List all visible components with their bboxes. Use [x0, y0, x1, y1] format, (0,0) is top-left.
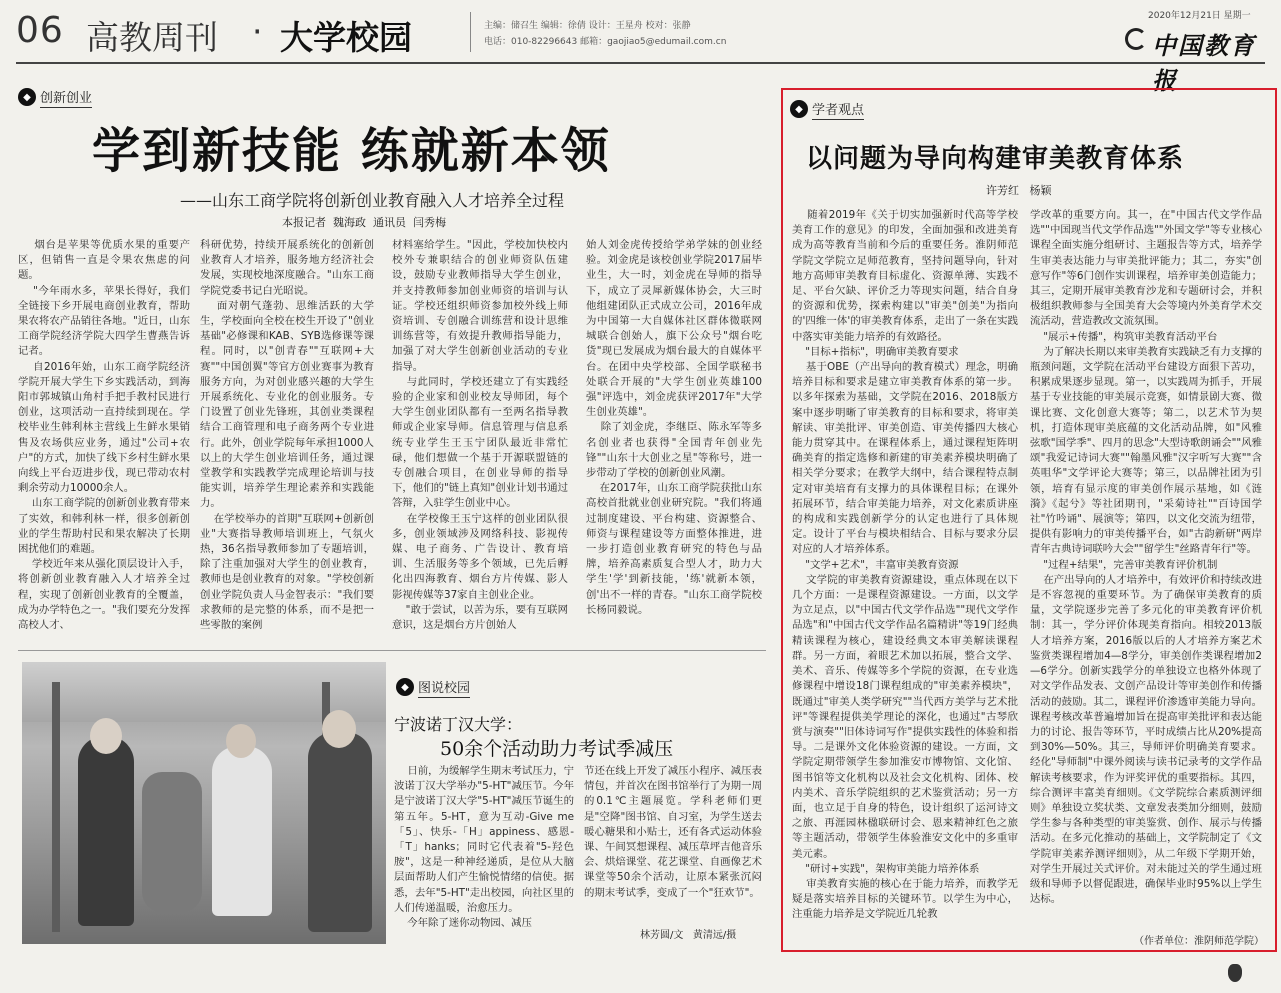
apple-logo-icon: ◆ [396, 678, 414, 696]
section-dot: · [252, 12, 263, 51]
contact-line: 电话：010-82296643 邮箱：gaojiao5@edumail.com.cn [484, 37, 727, 47]
section-tag-label: 学者观点 [812, 99, 864, 120]
section-name: 高教周刊 [86, 18, 218, 57]
section-tag-label: 创新创业 [40, 87, 92, 108]
commentary-byline: 许芳红 杨颖 [986, 184, 1052, 197]
student-figure-right [308, 732, 372, 932]
photo-violin [22, 662, 386, 944]
article-column-2: 科研优势，持续开展系统化的创新创业教育人才培养，服务地方经济社会发展，实现校地深度融合。"山东工商学院党委书记白光昭说。 面对朝气蓬勃、思维活跃的大学生，学校面向全校在校生开设了"创业基础"必修课和KAB、SYB选修课等课程。同时，以"创青春""互联网+大赛""中国创翼"等官方创业赛事为教育服务方向，为对创业感兴趣的大学生开展系统化、专业化的创业服务。专门设置了创业先锋班，其创业类课程结合工商管理和电子商务两个专业进行。此外，创业学院每年承担1000人以上的大学生创业培训任务，通过课堂教学和实践教学完成理论培训与技能实训，培养学生理论素养和实践能力。 在学校举办的首期"互联网+创新创业"大赛指导教师培训班上，气氛火热，36名指导教师参加了专题培训，除了注重加强对大学生的创业教育，教师也是创业教育的对象。"学校创新创业学院负责人马金智表示："我们要求教师的是完整的体系，而不是把一些零散的案例 [200, 239, 374, 632]
photo-story-headline-1: 宁波诺丁汉大学： [394, 715, 523, 734]
footer-logo-icon [1228, 964, 1242, 982]
masthead-rule [16, 62, 1265, 64]
issue-date: 2020年12月21日 星期一 [1148, 11, 1251, 21]
article-column-1: 烟台是苹果等优质水果的重要产区，但销售一直是令果农焦虑的问题。 "今年雨水多，苹果长得好，我们全链接下乡开展电商创业教育，帮助果农将农产品销往各地。"近日，山东工商学院经济学院大四学生曹燕告诉记者。 自2016年始，山东工商学院经济学院开展大学生下乡实践活动，到海阳市郭城镇山角村手把手教村民进行创业，这项活动一直持续到现在。学校毕业生韩利林主营线上生鲜水果销售及农场供应业务，通过"公司+农户"的方式，加快了线下乡村生鲜水果向线上平台迈进步伐，现已带动农村剩余劳动力10000余人。 山东工商学院的创新创业教育带来了实效，和韩利林一样，很多创新创业的学生帮助村民和果农解决了长期困扰他们的难题。 学校近年来从强化顶层设计入手，将创新创业教育融入人才培养全过程，实现了创新创业教育的全覆盖，成为办学特色之一。"我们要充分发挥高校人才、 [18, 239, 190, 632]
article-byline: 本报记者 魏海政 通讯员 闫秀梅 [282, 216, 446, 229]
apple-logo-icon: ◆ [790, 100, 808, 118]
author-affiliation: （作者单位：淮阴师范学院） [1134, 936, 1264, 947]
photo-story-column-2: 节还在线上开发了减压小程序、减压表情包，并首次在图书馆举行了为期一周的0.1℃主题展览。学科老师们更是"空降"图书馆、自习室，为学生送去暖心糖果和小贴士，还有各式运动体验课、午间冥想课程、减压草坪吉他音乐会、烘焙课堂、花艺课堂、自画像艺术课堂等50余个活动，让原本紧张沉闷的期末考试季，变成了一个"狂欢节"。 [584, 765, 762, 899]
article-column-4: 始人刘金虎传授给学弟学妹的创业经验。刘金虎是该校创业学院2017届毕业生，大一时，刘金虎在导师的指导下，成立了灵犀新媒体协会，大三时他组建团队正式成立公司，2016年成为中国第一大自媒体社区群体微联网城联合创始人，旗下公众号"烟台吃货"现已发展成为烟台最大的自媒体平台。在团中央学校部、全国学联秘书处联合开展的"大学生创业英雄100强"评选中，刘金虎获评2017年"大学生创业英雄"。 除了刘金虎，李继臣、陈永军等多名创业者也获得"全国青年创业先锋""山东十大创业之星"等称号，进一步带动了学校的创新创业风潮。 在2017年，山东工商学院获批山东高校首批就业创业研究院。"我们将通过制度建设、平台构建、资源整合、师资与课程建设等方面整体推进，进一步打造创业教育研究的特色与品牌，培养高素质复合型人才，助力大学生'学'到新技能，'练'就新本领，创'出不一样的青春。"山东工商学院校长杨同毅说。 [586, 239, 762, 616]
commentary-headline: 以问题为导向构建审美教育体系 [806, 144, 1185, 174]
section-tag-photo [396, 676, 470, 698]
masthead-divider [470, 12, 471, 52]
article-subheadline: ——山东工商学院将创新创业教育融入人才培养全过程 [180, 191, 565, 210]
photo-story-credit: 林芳圆/文 黄清远/摄 [640, 930, 737, 941]
editors-line: 主编：储召生 编辑：徐倩 设计：王星舟 校对：张静 [484, 21, 691, 31]
section-tag-label: 图说校园 [418, 677, 470, 698]
article-column-3: 材料塞给学生。"因此，学校加快校内校外专兼职结合的创业师资队伍建设，鼓励专业教师指导大学生创业，并支持教师参加创业师资的培训与认证。学校还组织师资参加校外线上师资培训、专创融合训练营和设计思维训练营等，有效提升教师指导能力，加强了对大学生创新创业活动的专业指导。 与此同时，学校还建立了有实践经验的企业家和创业校友导师团，每个大学生创业团队都有一至两名指导教师或企业家导师。信息管理与信息系统专业学生王玉宁团队最近非常忙碌，他们想做一个基于开源联盟链的专创融合项目，在创业导师的指导下，他们的"链上真知"创业计划书通过答辩，入驻学生创业中心。 在学校像王玉宁这样的创业团队很多，创业领域涉及网络科技、影视传媒、电子商务、广告设计、教育培训、生活服务等多个领域，已先后孵化出四海教育、烟台方片传媒、影人影视传媒等37家自主创业企业。 "敢于尝试，以苦为乐，要有互联网意识，这是烟台方片创始人 [392, 239, 568, 632]
column-divider [18, 650, 766, 651]
student-figure-center [212, 746, 272, 916]
section-subtitle: 大学校园 [280, 18, 412, 57]
commentary-column-1: 随着2019年《关于切实加强新时代高等学校美育工作的意见》的印发，全面加强和改进美育成为高等教育当前和今后的重要任务。淮阴师范学院文学院立足师范教育，坚持问题导向，针对地方高师审美教育目标虚化、资源单薄、实践不足、平台欠缺、评价乏力等现实问题，结合自身的资源和优势，探索构建以"审美"创美"为指向的'四维一体'的审美教育体系，走出了一条在实践中落实审美能力培养的有效路径。 "目标+指标"，明确审美教育要求 基于OBE（产出导向的教育模式）理念，明确培养目标和要求是建立审美教育体系的第一步。以多年探索为基础，文学院在2016、2018版方案中逐步明晰了审美教育的目标和要求，将审美解读、审美批评、审美创造、审美传播四大核心能力贯穿其中。在课程体系上，通过课程矩阵明确美育的指定选修和新建的审美素养模块明确了相关学分要求；在教学大纲中，结合课程特点制定对审美培育有支撑力的具体课程目标；在课外拓展环节，结合审美能力培养，对文化素质讲座的构成和实践创新学分的认定也进行了具体规定。设计了平台与模块相结合、目标与要求分层对应的人才培养体系。 "文学+艺术"，丰富审美教育资源 文学院的审美教育资源建设，重点体现在以下几个方面：一是课程资源建设。一方面，以文学为立足点，以"中国古代文学作品选""现代文学作品选"和"中国古代文学作品名篇精讲"等19门经典精读课程为核心，建设经典文本审美解读课程群。另一方面，着眼艺术加以拓展，整合文学、美术、音乐、传媒等多个学院的资源，在专业选修课程中增设18门课程组成的"审美素养模块"，既通过"审美人类学研究""当代西方美学与艺术批评"等课程提供美学理论的深化，也通过"古琴欣赏与演奏""旧体诗词写作"提供实践性的体验和指导。二是课外文化体验资源的建设。一方面，文学院定期带领学生参加淮安市博物馆、文化馆、图书馆等文化机构以及社会文化机构、团体、校内美术、音乐学院组织的艺术鉴赏活动；另一方面，也立足于自身的特色，设计组织了运河诗文之旅、再涯园林楹联研讨会、恩来精神红色之旅等主题活动，带领学生体验淮安文化中的多重审美元素。 "研讨+实践"，架构审美能力培养体系 审美教育实施的核心在于能力培养，而教学无疑是落实培养目标的关键环节。以学生为中心，注重能力培养是文学院近几轮教 [792, 209, 1018, 921]
photo-story-headline-2: 50余个活动助力考试季减压 [440, 738, 674, 760]
page-number: 06 [16, 10, 64, 51]
paper-name: 中国教育报 [1152, 31, 1256, 95]
apple-logo-icon: ◆ [18, 88, 36, 106]
commentary-column-2: 学改革的重要方向。其一，在"中国古代文学作品选""中国现当代文学作品选""外国文学"等专业核心课程全面实施分组研讨、主题报告等方式，培养学生审美表达能力与审美批评能力；其二，夯实"创意写作"等6门创作实训课程，培养审美创造能力；其三，定期开展审美教育沙龙和专题研讨会，并积极组织教师参与全国美育大会等境内外美育学术交流活动，营造教改文流氛围。 "展示+传播"，构筑审美教育活动平台 为了解决长期以来审美教育实践缺乏有力支撑的瓶颈问题，文学院在活动平台建设方面狠下苦功，积累成果逐步显现。第一，以实践周为抓手，开展基于专业技能的审美展示竞赛，如情景剧大赛、微课比赛、文化创意大赛等；第二，以艺术节为契机，打造体现审美底蕴的文化活动品牌，如"风雅弦歌"国学季"、四月的思念"大型诗歌朗诵会""风雅颂"我爱记诗词大赛""翰墨风雅"汉字听写大赛""含英咀华"文学评论大赛等；第三，以品牌社团为引领，培育有显示度的审美创作展示基地，如《涟漪》《起兮》等社团期刊，"采菊诗社""百诗国学社"竹吟诵"、展演等；第四，以文化交流为纽带，提供有影响力的审美传播平台，如"古韵新研"两岸青年古典诗词联吟大会""留学生"丝路青年行"等。 "过程+结果"，完善审美教育评价机制 在产出导向的人才培养中，有效评价和持续改进是不容忽视的重要环节。为了确保审美教育的质量，文学院逐步完善了多元化的审美教育评价机制：其一，学分评价体现美育指向。相较2013版人才培养方案，2016版以后的人才培养方案艺术鉴赏类课程增加4—8学分，审美创作类课程增加2—6学分。创新实践学分的单独设立也格外体现了对文学作品发表、文创产品设计等审美创作和传播活动的鼓励。其二，课程评价渗透审美能力导向。课程考核改革普遍增加旨在提高审美批评和表达能力的讨论、报告等环节，平时成绩占比从20%提高到30%—50%。其三，导师评价明确美育要求。经化"导师制"中课外阅读与读书记录考的文学作品解读考核要求，作为评奖评优的重要指标。其四，综合测评丰富美育细则。《文学院综合素质测评细则》单独设立奖状类、文章发表类加分细则，鼓励学生参与各种类型的审美鉴赏、创作、展示与传播活动。在多元化推动的基础上，文学院制定了《文学院审美素养测评细则》，从二年级下学期开始，对学生开展过关式评价。对未能过关的学生通过班级和导师予以督促跟进，确保毕业时95%以上学生达标。 [1030, 209, 1262, 906]
article-headline: 学到新技能 练就新本领 [92, 123, 611, 179]
masthead [0, 0, 1281, 95]
section-tag-innovation [18, 86, 92, 108]
student-figure-left [78, 736, 134, 926]
photo-story-column-1: 日前，为缓解学生期末考试压力，宁波诺丁汉大学举办"5-HT"减压节。今年是宁波诺丁汉大学"5-HT"减压节诞生的第五年。5-HT，意为互动-Give me「5」、快乐-「H」appiness、感恩-「T」hanks；同时它代表着"5-羟色胺"，这是一种神经递质，是位从大脑层面帮助人们产生愉悦情绪的信使。据悉，去年"5-HT"走出校园，向社区里的人们传递温暖，治愈压力。 今年除了迷你动物园、减压 [394, 765, 574, 930]
paper-logo-icon [1125, 28, 1147, 50]
section-tag-scholar [790, 98, 864, 120]
